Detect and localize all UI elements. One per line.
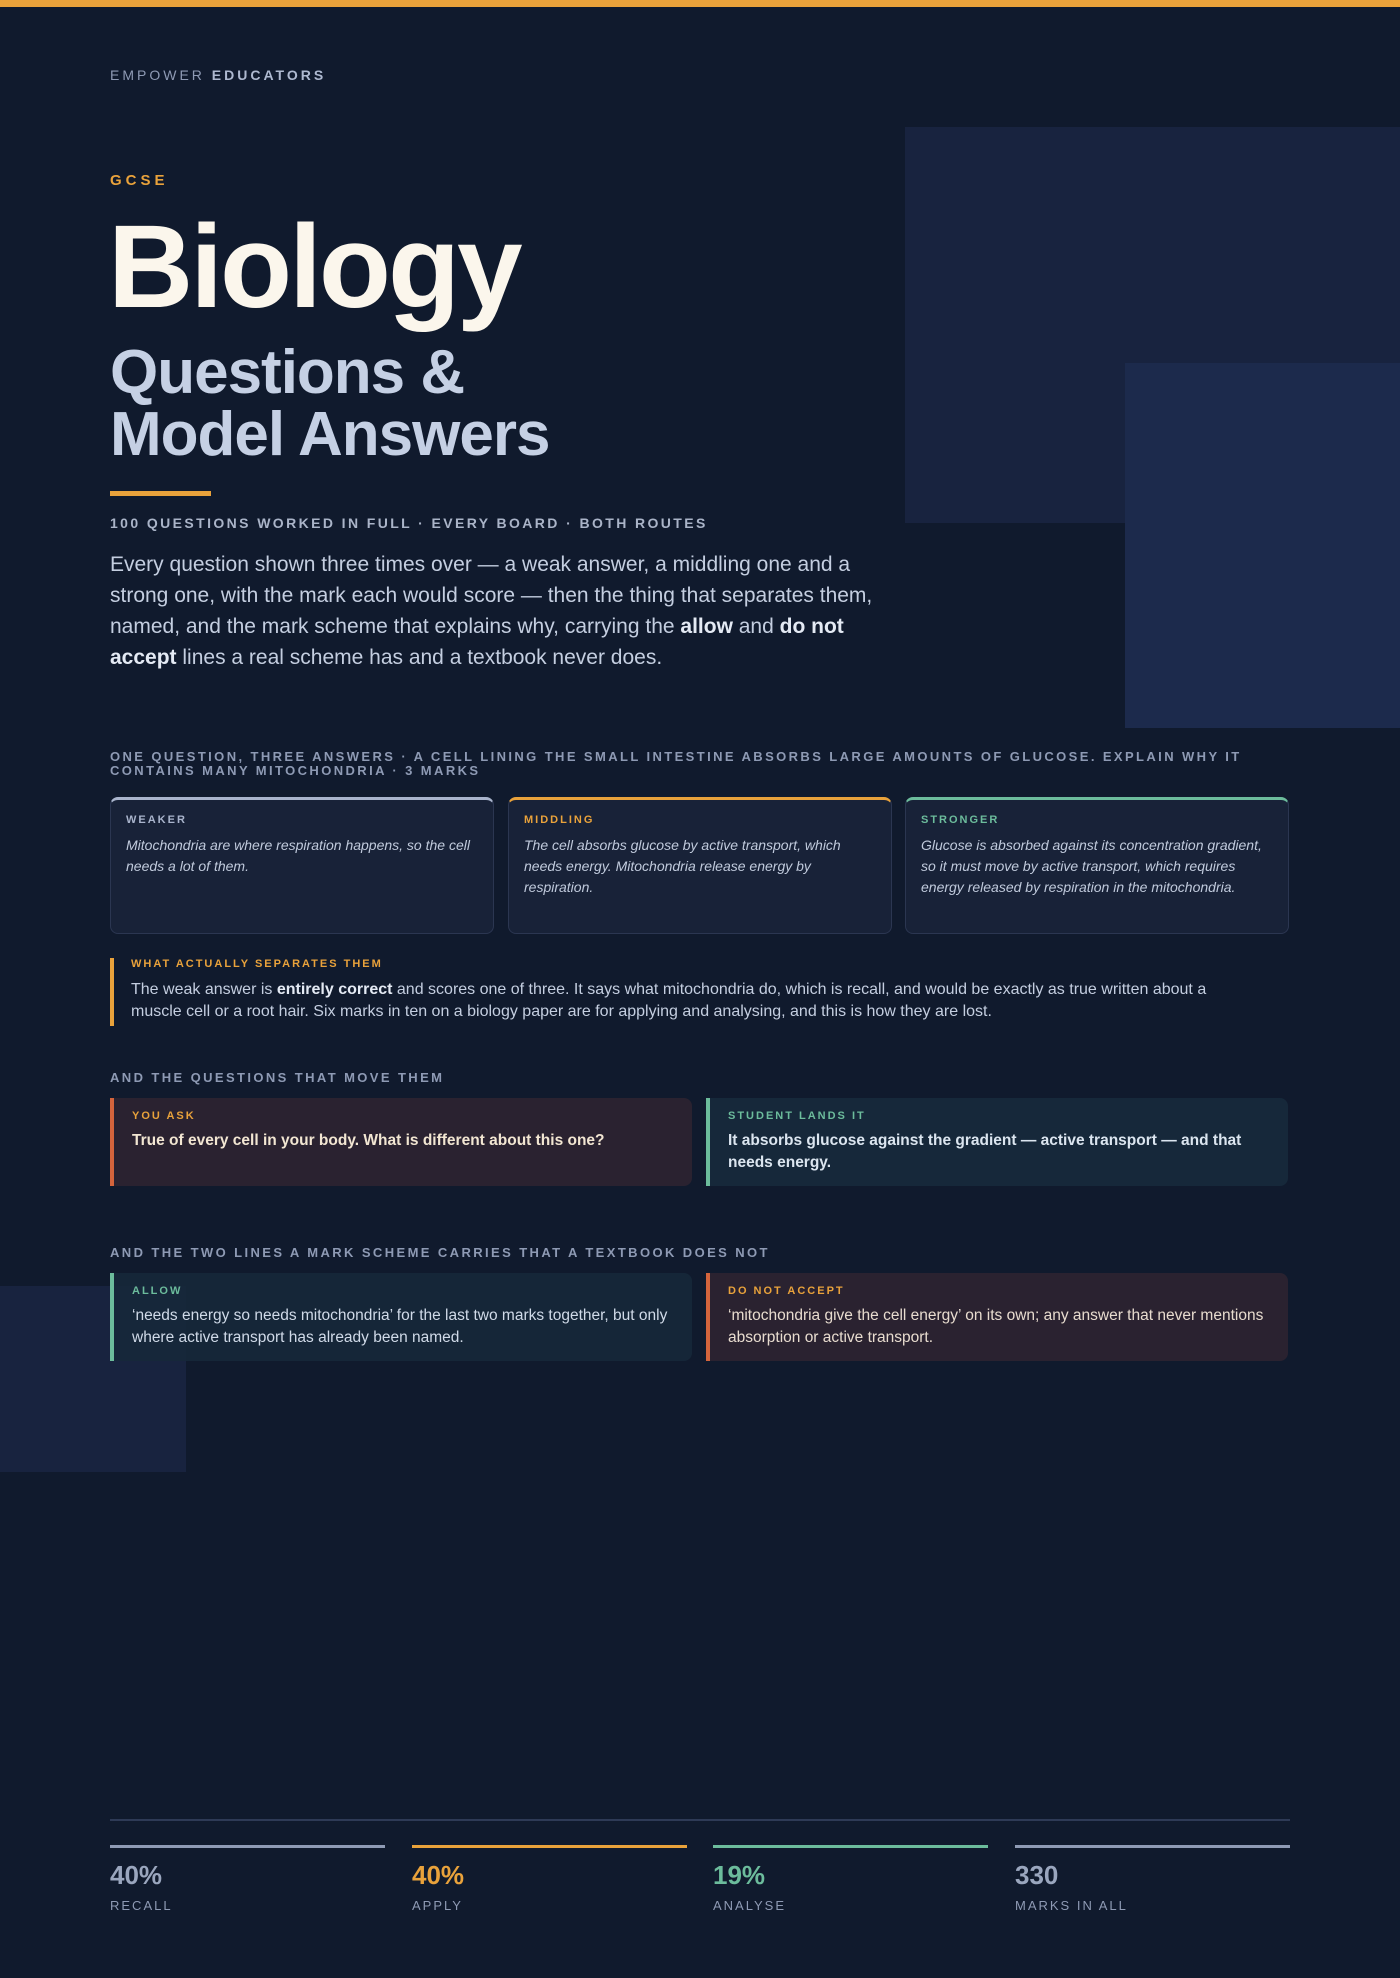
lede-text: Every question shown three times over — a weak answer, a middling one and a strong one, with the mark each would score — then the thing that separates them, named, and the mark scheme that explains why, carrying the bbox=[110, 553, 873, 638]
separates-text-part: and scores one of three. It says what mitochondria do, which is recall, and would be exactly as true written about a muscle cell or a root hair. Six marks in ten on a biology paper are for applying and analysing, and this is how they are lost. bbox=[131, 981, 1207, 1020]
answer-card-text: The cell absorbs glucose by active transport, which needs energy. Mitochondria release energy by respiration. bbox=[524, 837, 841, 895]
answer-card-stronger bbox=[905, 797, 1289, 934]
answer-card-label: WEAKER bbox=[126, 814, 187, 826]
lede-emphasis-do-not-accept: do not accept bbox=[110, 615, 844, 669]
stat-value: 19% bbox=[713, 1860, 766, 1890]
student-lands-text: It absorbs glucose against the gradient — active transport — and that needs energy. bbox=[728, 1132, 1242, 1171]
stat-value: 330 bbox=[1015, 1860, 1059, 1890]
do-not-accept-box bbox=[706, 1273, 1288, 1361]
separates-label: WHAT ACTUALLY SEPARATES THEM bbox=[131, 958, 383, 970]
answer-card-weaker bbox=[110, 797, 494, 934]
page-title: Biology bbox=[108, 201, 520, 333]
separates-text-part: The weak answer is bbox=[131, 981, 277, 998]
stat-value: 40% bbox=[110, 1860, 163, 1890]
answer-card-label: MIDDLING bbox=[524, 814, 595, 826]
lede-paragraph bbox=[110, 549, 890, 673]
stat-recall bbox=[110, 1845, 385, 1913]
student-lands-box bbox=[706, 1098, 1288, 1186]
stat-caption: MARKS IN ALL bbox=[1015, 1898, 1128, 1913]
subtitle-line-1: Questions & bbox=[110, 338, 465, 407]
stat-caption: ANALYSE bbox=[713, 1898, 787, 1913]
separates-emphasis: entirely correct bbox=[276, 981, 393, 998]
student-lands-label: STUDENT LANDS IT bbox=[728, 1110, 866, 1122]
level-eyebrow: GCSE bbox=[110, 172, 169, 189]
page-subtitle bbox=[110, 338, 550, 469]
example-section-label: ONE QUESTION, THREE ANSWERS · A CELL LINING THE SMALL INTESTINE ABSORBS LARGE AMOUNTS OF GLUCOSE. EXPLAIN WHY IT CONTAINS MANY MITOCHONDRIA · 3 MARKS bbox=[110, 749, 1242, 778]
allow-text: ‘needs energy so needs mitochondria’ for the last two marks together, but only where active transport has already been named. bbox=[132, 1307, 668, 1346]
separates-callout bbox=[110, 958, 1210, 1026]
you-ask-box bbox=[110, 1098, 692, 1186]
subtitle-line-2: Model Answers bbox=[110, 400, 550, 469]
stats-divider bbox=[110, 1819, 1290, 1821]
decorative-block bbox=[1125, 363, 1400, 728]
allow-box bbox=[110, 1273, 692, 1361]
kicker: 100 QUESTIONS WORKED IN FULL · EVERY BOARD · BOTH ROUTES bbox=[110, 515, 708, 531]
brand-prefix: EMPOWER bbox=[110, 67, 205, 83]
brand-logo bbox=[110, 67, 326, 83]
you-ask-text: True of every cell in your body. What is different about this one? bbox=[132, 1132, 605, 1149]
answer-card-middling bbox=[508, 797, 892, 934]
top-accent-bar bbox=[0, 0, 1400, 7]
stat-apply bbox=[412, 1845, 687, 1913]
do-not-accept-label: DO NOT ACCEPT bbox=[728, 1285, 845, 1297]
separates-text bbox=[131, 979, 1210, 1023]
brand-name: EDUCATORS bbox=[211, 67, 327, 83]
answer-card-text: Mitochondria are where respiration happens, so the cell needs a lot of them. bbox=[126, 837, 470, 874]
stat-caption: APPLY bbox=[412, 1898, 463, 1913]
lede-text: lines a real scheme has and a textbook never does. bbox=[176, 646, 663, 669]
stat-analyse bbox=[713, 1845, 988, 1913]
stat-marks-total bbox=[1015, 1845, 1290, 1913]
questions-section-label: AND THE QUESTIONS THAT MOVE THEM bbox=[110, 1070, 445, 1085]
stat-caption: RECALL bbox=[110, 1898, 173, 1913]
answer-card-label: STRONGER bbox=[921, 814, 1000, 826]
lede-text: and bbox=[732, 615, 780, 638]
title-rule bbox=[110, 491, 211, 496]
stat-value: 40% bbox=[412, 1860, 465, 1890]
scheme-section-label: AND THE TWO LINES A MARK SCHEME CARRIES THAT A TEXTBOOK DOES NOT bbox=[110, 1245, 770, 1260]
allow-label: ALLOW bbox=[132, 1285, 183, 1297]
lede-emphasis-allow: allow bbox=[680, 615, 733, 638]
answer-card-text: Glucose is absorbed against its concentration gradient, so it must move by active transport, which requires energy released by respiration in the mitochondria. bbox=[921, 837, 1262, 895]
you-ask-label: YOU ASK bbox=[132, 1110, 196, 1122]
do-not-accept-text: ‘mitochondria give the cell energy’ on its own; any answer that never mentions absorption or active transport. bbox=[728, 1307, 1264, 1346]
